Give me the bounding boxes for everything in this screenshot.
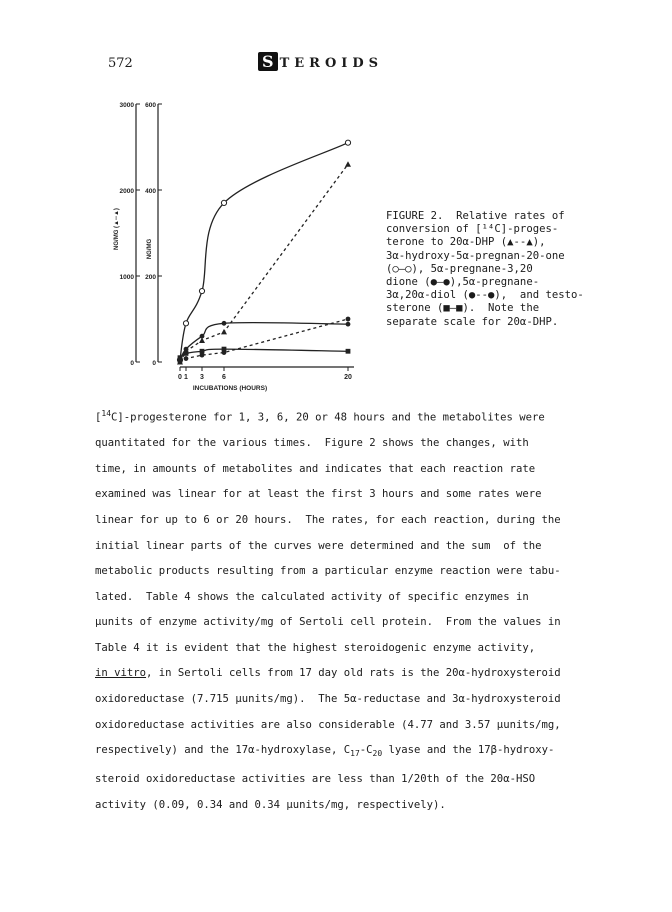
caption-line: conversion of [¹⁴C]-proges- [386,223,559,236]
body-text-run: oxidoreductase (7.715 μunits/mg). The 5α-reductase and 3α-hydroxysteroid [95,693,561,706]
x-tick-label: 20 [344,374,352,381]
data-point-square [184,351,189,356]
body-line [95,457,595,483]
body-text-run: activity (0.09, 0.34 and 0.34 μunits/mg, respectively). [95,798,446,811]
body-line [95,738,595,767]
data-point-filled-circle [346,317,351,322]
journal-title [258,52,383,71]
figure-2-chart [108,96,388,396]
body-text-run: C]-progesterone for 1, 3, 6, 20 or 48 hours and the metabolites were [111,411,545,424]
figure-caption [386,210,586,329]
right-y-tick-label: 0 [152,360,156,367]
body-text-run: lated. Table 4 shows the calculated activity of specific enzymes in [95,590,529,603]
caption-line: sterone (■—■). Note the [386,302,540,315]
left-y-tick-label: 3000 [119,102,134,109]
body-text-run: Table 4 it is evident that the highest steroidogenic enzyme activity, [95,641,536,654]
caption-line: separate scale for 20α-DHP. [386,315,559,328]
body-text-run: 14 [101,409,112,418]
series-line-3 [180,319,348,362]
body-line [95,767,595,793]
chart-labels [114,102,352,392]
data-point-open-circle [183,321,188,326]
chart-markers [177,140,351,364]
body-text-run: -C [359,744,373,757]
data-point-triangle [345,161,351,167]
data-point-filled-circle [178,360,183,365]
chart-curves [180,143,348,362]
body-line [95,431,595,457]
body-text-run: steroid oxidoreductase activities are less than 1/20th of the 20α-HSO [95,772,536,785]
body-line [95,585,595,611]
data-point-filled-circle [184,356,189,361]
body-text-run: 17 [350,749,360,759]
series-line-4 [180,349,348,358]
body-text-run: [ [95,411,102,424]
right-y-tick-label: 200 [145,274,156,281]
body-text-run: μunits of enzyme activity/mg of Sertoli cell protein. From the values in [95,616,561,629]
left-y-tick-label: 0 [130,360,134,367]
right-y-tick-label: 600 [145,102,156,109]
data-point-triangle [221,329,227,335]
x-tick-label: 3 [200,374,204,381]
right-y-axis-title: NG/MG [147,238,153,260]
body-text-run: respectively) and the 17α-hydroxylase, C [95,744,351,757]
body-text-run: 20 [372,749,383,759]
x-tick-label: 0 [178,374,182,381]
body-text-run: time, in amounts of metabolites and indicates that each reaction rate [95,462,536,475]
body-line [95,610,595,636]
body-line [95,508,595,534]
body-line [95,559,595,585]
left-y-axis-title: NG/MG (▲--▲) [114,208,120,250]
body-text-run: in vitro [95,667,147,680]
journal-title-initial: S [258,52,278,71]
caption-line: 3α,20α-diol (●--●), and testo- [386,289,584,302]
body-text-run: oxidoreductase activities are also considerable (4.77 and 3.57 μunits/mg, [95,718,561,731]
body-text-run: quantitated for the various times. Figure 2 shows the changes, with [95,437,529,450]
data-point-square [222,347,227,352]
caption-line: 3α-hydroxy-5α-pregnan-20-one [386,249,565,262]
body-text-run: , in Sertoli cells from 17 day old rats is the 20α-hydroxysteroid [146,667,561,680]
caption-line: FIGURE 2. Relative rates of [386,210,565,222]
body-line [95,401,595,431]
body-text-run: metabolic products resulting from a particular enzyme reaction were tabu- [95,565,561,578]
body-line [95,482,595,508]
x-tick-label: 6 [222,374,226,381]
body-text-run: examined was linear for at least the first 3 hours and some rates were [95,488,542,501]
body-line [95,661,595,687]
x-axis-title: INCUBATIONS (HOURS) [192,385,268,392]
body-line [95,534,595,560]
body-text-run: linear for up to 6 or 20 hours. The rates, for each reaction, during the [95,513,561,526]
left-y-tick-label: 2000 [119,188,134,195]
series-line-0 [180,143,348,360]
data-point-square [178,355,183,360]
data-point-filled-circle [346,322,351,327]
x-tick-label: 1 [184,374,188,381]
caption-line: terone to 20α-DHP (▲--▲), [386,236,546,249]
data-point-square [346,349,351,354]
body-line [95,713,595,739]
body-line [95,687,595,713]
caption-line: dione (●—●),5α-pregnane- [386,276,540,289]
data-point-open-circle [221,200,226,205]
body-text-run: lyase and the 17β-hydroxy- [382,744,555,757]
caption-line: (○—○), 5α-pregnane-3,20 [386,262,533,275]
data-point-open-circle [199,288,204,293]
body-line [95,793,595,819]
data-point-filled-circle [200,334,205,339]
body-text [95,401,595,818]
right-y-tick-label: 400 [145,188,156,195]
data-point-open-circle [345,140,350,145]
data-point-filled-circle [222,321,227,326]
page-number: 572 [108,56,133,71]
chart-axes [136,104,354,371]
data-point-filled-circle [184,347,189,352]
body-line [95,636,595,662]
left-y-tick-label: 1000 [119,274,134,281]
body-text-run: initial linear parts of the curves were determined and the sum of the [95,539,542,552]
data-point-square [200,349,205,354]
journal-title-rest: TEROIDS [279,56,384,71]
